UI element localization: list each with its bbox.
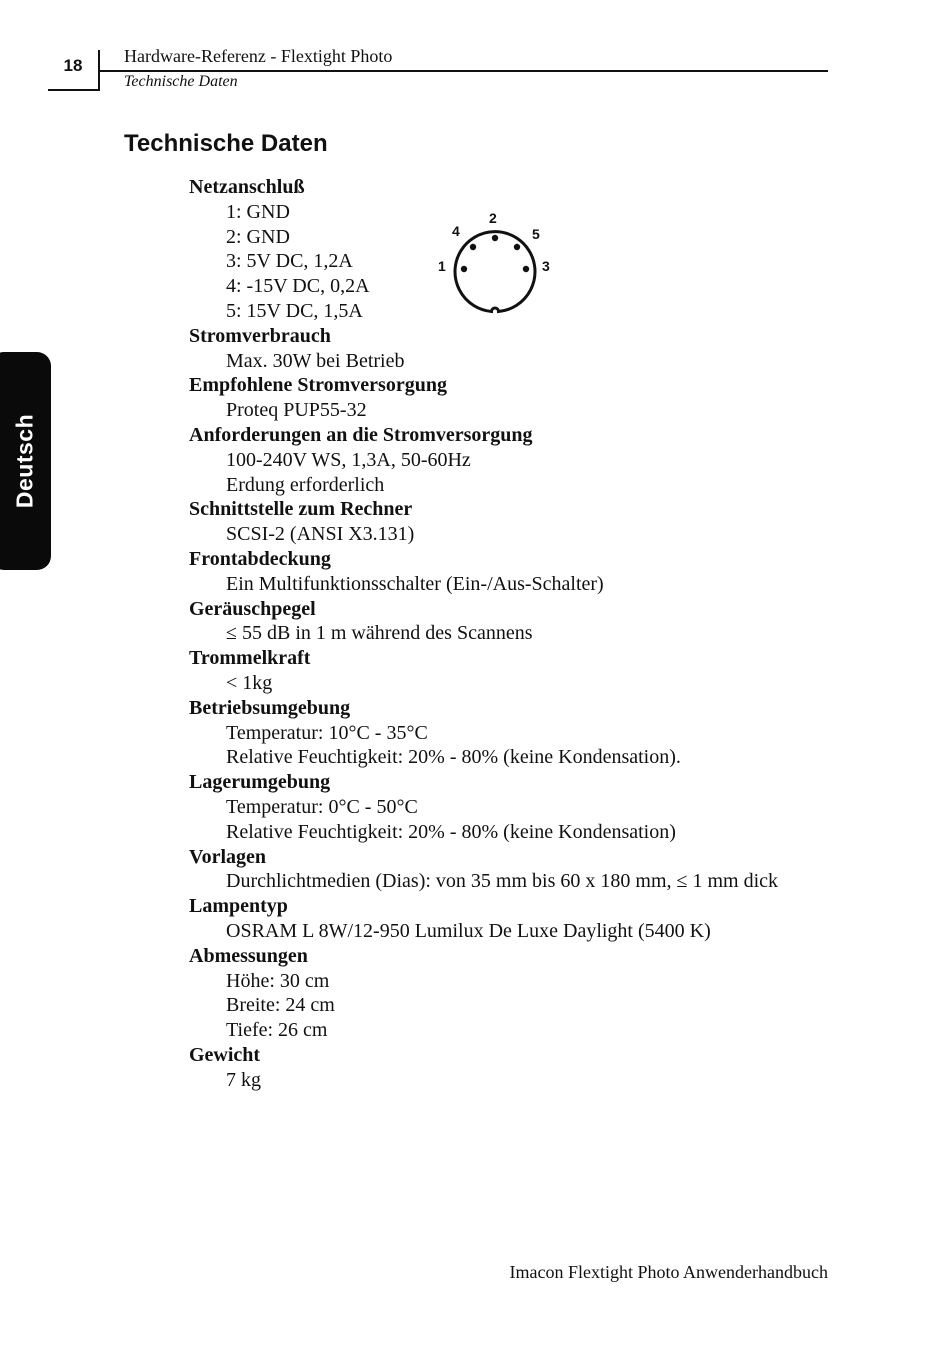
spec-value: OSRAM L 8W/12-950 Lumilux De Luxe Daylight (5400 K) xyxy=(226,919,711,942)
spec-value: Durchlichtmedien (Dias): von 35 mm bis 60 x 180 mm, ≤ 1 mm dick xyxy=(226,870,779,893)
spec-value: 3: 5V DC, 1,2A xyxy=(226,250,353,273)
language-tab-label: Deutsch xyxy=(11,413,38,509)
spec-heading: Abmessungen xyxy=(189,944,308,967)
page-number: 18 xyxy=(63,56,83,75)
spec-heading: Trommelkraft xyxy=(189,647,311,670)
pin-5-label: 5 xyxy=(532,226,540,242)
spec-value: < 1kg xyxy=(226,671,273,694)
spec-value: Temperatur: 0°C - 50°C xyxy=(226,795,418,818)
pin-1-label: 1 xyxy=(438,258,446,274)
spec-heading: Geräuschpegel xyxy=(189,597,316,620)
running-subtitle: Technische Daten xyxy=(124,73,238,90)
spec-value: 4: -15V DC, 0,2A xyxy=(226,275,370,298)
spec-heading: Lampentyp xyxy=(189,895,288,918)
spec-heading: Schnittstelle zum Rechner xyxy=(189,498,413,521)
pin-3-label: 3 xyxy=(542,258,550,274)
spec-value: Ein Multifunktionsschalter (Ein-/Aus-Schalter) xyxy=(226,572,604,595)
header-rule xyxy=(99,70,828,72)
spec-value: SCSI-2 (ANSI X3.131) xyxy=(226,523,415,546)
spec-heading: Gewicht xyxy=(189,1043,261,1066)
spec-heading: Empfohlene Stromversorgung xyxy=(189,374,447,397)
spec-value: Relative Feuchtigkeit: 20% - 80% (keine Kondensation) xyxy=(226,820,676,843)
spec-value: Höhe: 30 cm xyxy=(226,969,330,992)
spec-value: 2: GND xyxy=(226,225,290,248)
spec-group-noise-level xyxy=(189,597,839,647)
spec-group-front-cover xyxy=(189,547,839,597)
spec-group-power-requirements xyxy=(189,423,839,497)
section-title: Technische Daten xyxy=(124,130,328,157)
spec-group-power-consumption xyxy=(189,324,839,374)
spec-group-lamp-type xyxy=(189,894,839,944)
spec-heading: Netzanschluß xyxy=(189,176,305,198)
spec-group-originals xyxy=(189,845,839,895)
spec-value: Temperatur: 10°C - 35°C xyxy=(226,721,428,744)
spec-value: Erdung erforderlich xyxy=(226,473,385,496)
spec-heading: Lagerumgebung xyxy=(189,771,331,794)
spec-value: 5: 15V DC, 1,5A xyxy=(226,299,363,322)
spec-value: 7 kg xyxy=(226,1068,261,1091)
page-number-underline xyxy=(48,89,99,91)
spec-heading: Frontabdeckung xyxy=(189,547,331,570)
spec-heading: Vorlagen xyxy=(189,845,267,868)
spec-value: 100-240V WS, 1,3A, 50-60Hz xyxy=(226,448,471,471)
spec-group-weight xyxy=(189,1043,839,1093)
spec-value: Breite: 24 cm xyxy=(226,994,335,1017)
spec-group-drum-force xyxy=(189,646,839,696)
spec-value: 1: GND xyxy=(226,200,290,223)
spec-value: ≤ 55 dB in 1 m während des Scannens xyxy=(226,622,533,645)
spec-value: Relative Feuchtigkeit: 20% - 80% (keine Kondensation). xyxy=(226,746,681,769)
spec-heading: Stromverbrauch xyxy=(189,324,331,347)
spec-group-dimensions xyxy=(189,944,839,1043)
spec-group-recommended-power-supply xyxy=(189,373,839,423)
spec-heading: Anforderungen an die Stromversorgung xyxy=(189,423,533,446)
spec-value: Tiefe: 26 cm xyxy=(226,1019,328,1042)
pin-2-label: 2 xyxy=(489,210,497,226)
specifications-list xyxy=(189,175,839,1092)
spec-group-storage-environment xyxy=(189,770,839,844)
spec-group-power-connector xyxy=(189,175,839,324)
running-title: Hardware-Referenz - Flextight Photo xyxy=(124,46,393,66)
spec-value: Proteq PUP55-32 xyxy=(226,399,367,422)
spec-group-computer-interface xyxy=(189,497,839,547)
footer-manual-title: Imacon Flextight Photo Anwenderhandbuch xyxy=(509,1262,828,1282)
pin-4-label: 4 xyxy=(452,223,460,239)
spec-group-operating-environment xyxy=(189,696,839,770)
spec-value: Max. 30W bei Betrieb xyxy=(226,349,405,372)
spec-heading: Betriebsumgebung xyxy=(189,696,351,719)
